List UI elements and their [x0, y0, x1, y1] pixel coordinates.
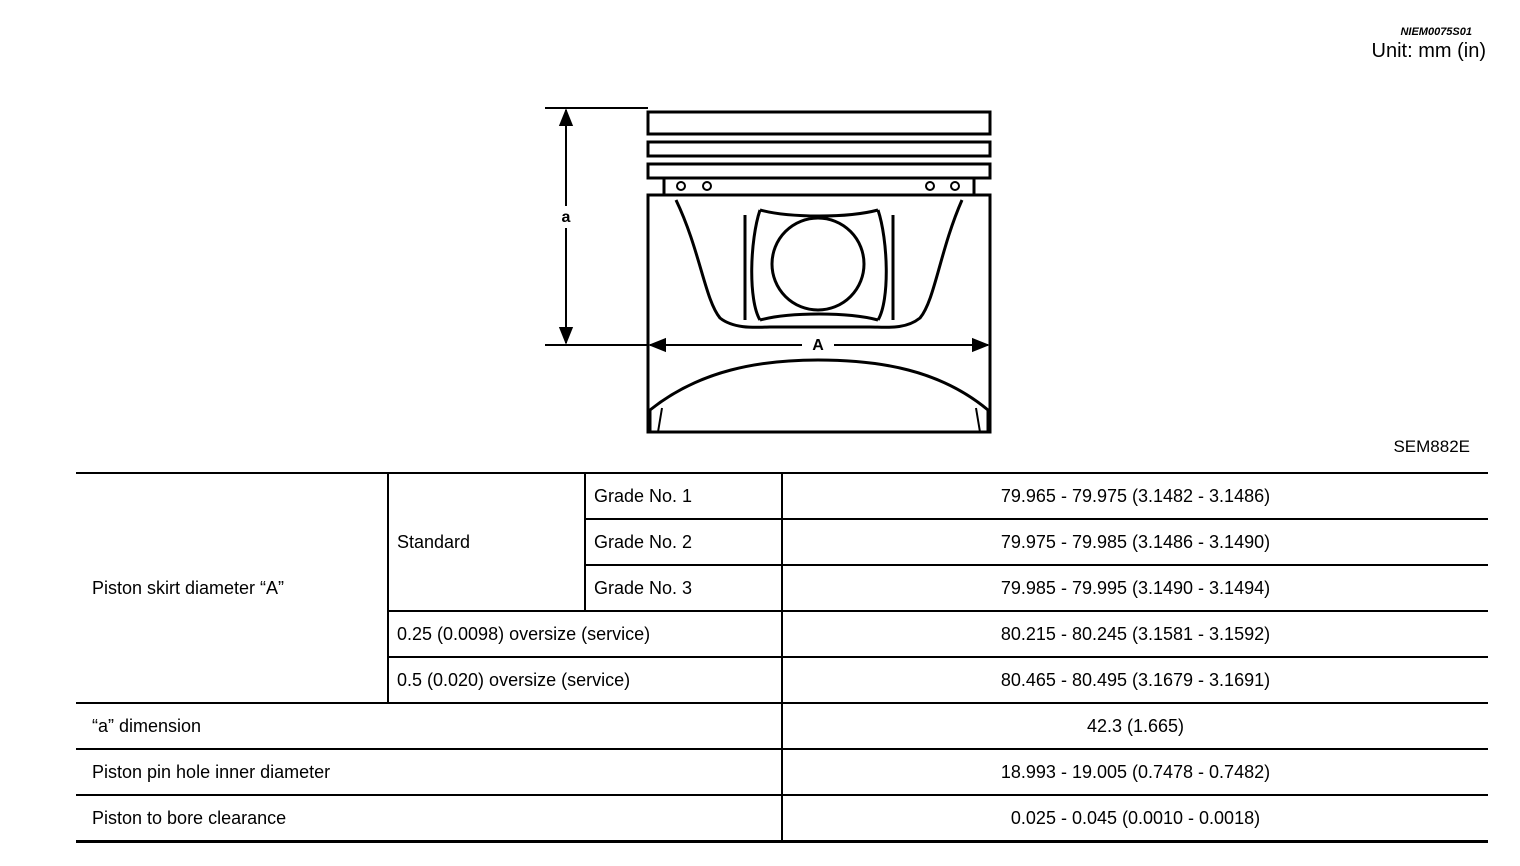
piston-diagram — [540, 100, 1000, 440]
a-dimension-value: 42.3 (1.665) — [782, 703, 1488, 749]
a-dimension-label: “a” dimension — [76, 703, 782, 749]
bore-clearance-label: Piston to bore clearance — [76, 795, 782, 842]
document-reference-code: NIEM0075S01 — [1400, 26, 1472, 38]
standard-label: Standard — [388, 473, 585, 611]
oversize-025-value: 80.215 - 80.245 (3.1581 - 3.1592) — [782, 611, 1488, 657]
grade-1-label: Grade No. 1 — [585, 473, 782, 519]
dimension-label-height: a — [561, 209, 571, 226]
grade-2-value: 79.975 - 79.985 (3.1486 - 3.1490) — [782, 519, 1488, 565]
figure-id: SEM882E — [1393, 437, 1470, 456]
piston-second-ring-land — [648, 142, 990, 156]
skirt-diameter-label: Piston skirt diameter “A” — [76, 473, 388, 703]
dimension-label-width: A — [812, 337, 824, 354]
bore-clearance-value: 0.025 - 0.045 (0.0010 - 0.0018) — [782, 795, 1488, 842]
oversize-05-label: 0.5 (0.020) oversize (service) — [388, 657, 782, 703]
piston-oil-ring-land — [648, 164, 990, 178]
grade-1-value: 79.965 - 79.975 (3.1482 - 3.1486) — [782, 473, 1488, 519]
oversize-05-value: 80.465 - 80.495 (3.1679 - 3.1691) — [782, 657, 1488, 703]
grade-3-value: 79.985 - 79.995 (3.1490 - 3.1494) — [782, 565, 1488, 611]
pin-hole-diameter-value: 18.993 - 19.005 (0.7478 - 0.7482) — [782, 749, 1488, 795]
grade-2-label: Grade No. 2 — [585, 519, 782, 565]
piston-spec-table — [76, 472, 1488, 843]
table-row — [76, 749, 1488, 795]
oversize-025-label: 0.25 (0.0098) oversize (service) — [388, 611, 782, 657]
table-row — [76, 703, 1488, 749]
piston-top-ring-land — [648, 112, 990, 134]
grade-3-label: Grade No. 3 — [585, 565, 782, 611]
table-row — [76, 795, 1488, 842]
table-row — [76, 473, 1488, 519]
pin-hole-diameter-label: Piston pin hole inner diameter — [76, 749, 782, 795]
unit-label: Unit: mm (in) — [1371, 40, 1486, 62]
piston-pin-hole — [772, 218, 864, 310]
